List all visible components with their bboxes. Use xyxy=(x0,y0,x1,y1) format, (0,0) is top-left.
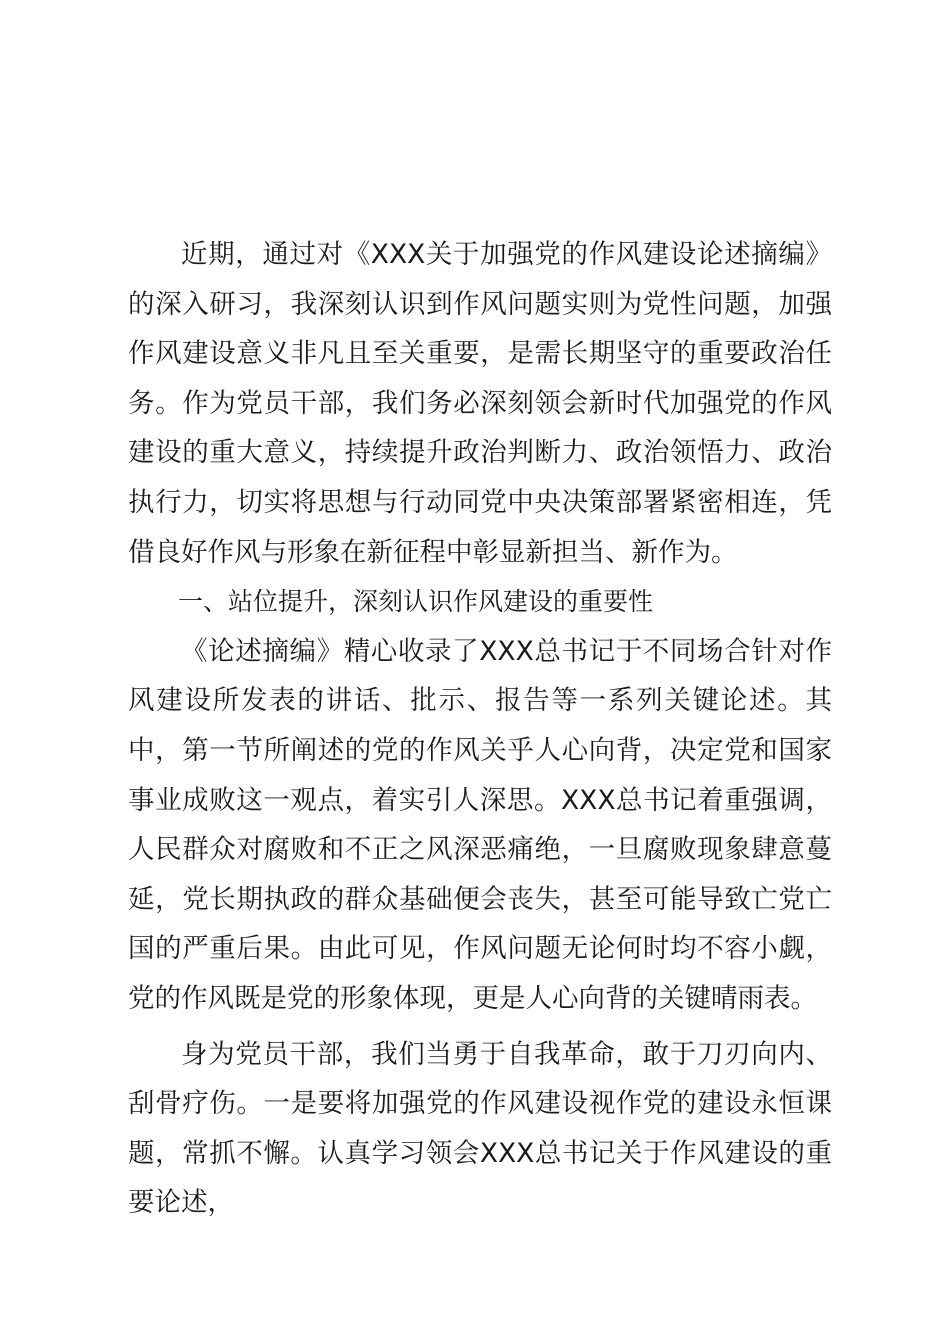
intro-paragraph: 近期，通过对《XXX关于加强党的作风建设论述摘编》的深入研习，我深刻认识到作风问题实则为党性问题，加强作风建设意义非凡且至关重要，是需长期坚守的重要政治任务。作为党员干部，我们务必深刻领会新时代加强党的作风建设的重大意义，持续提升政治判断力、政治领悟力、政治执行力，切实将思想与行动同党中央决策部署紧密相连，凭借良好作风与形象在新征程中彰显新担当、新作为。 xyxy=(128,239,832,568)
section-heading: 一、站位提升，深刻认识作风建设的重要性 xyxy=(178,587,654,617)
section-paragraph-1: 《论述摘编》精心收录了XXX总书记于不同场合针对作风建设所发表的讲话、批示、报告等一系列关键论述。其中，第一节所阐述的党的作风关乎人心向背，决定党和国家事业成败这一观点，着实引人深思。XXX总书记着重强调，人民群众对腐败和不正之风深恶痛绝，一旦腐败现象肆意蔓延，党长期执政的群众基础便会丧失，甚至可能导致亡党亡国的严重后果。由此可见，作风问题无论何时均不容小觑，党的作风既是党的形象体现，更是人心向背的关键晴雨表。 xyxy=(128,635,832,1014)
document-body xyxy=(128,230,832,1228)
section-paragraph-2: 身为党员干部，我们当勇于自我革命，敢于刀刃向内、刮骨疗伤。一是要将加强党的作风建设视作党的建设永恒课题，常抓不懈。认真学习领会XXX总书记关于作风建设的重要论述， xyxy=(128,1038,832,1219)
